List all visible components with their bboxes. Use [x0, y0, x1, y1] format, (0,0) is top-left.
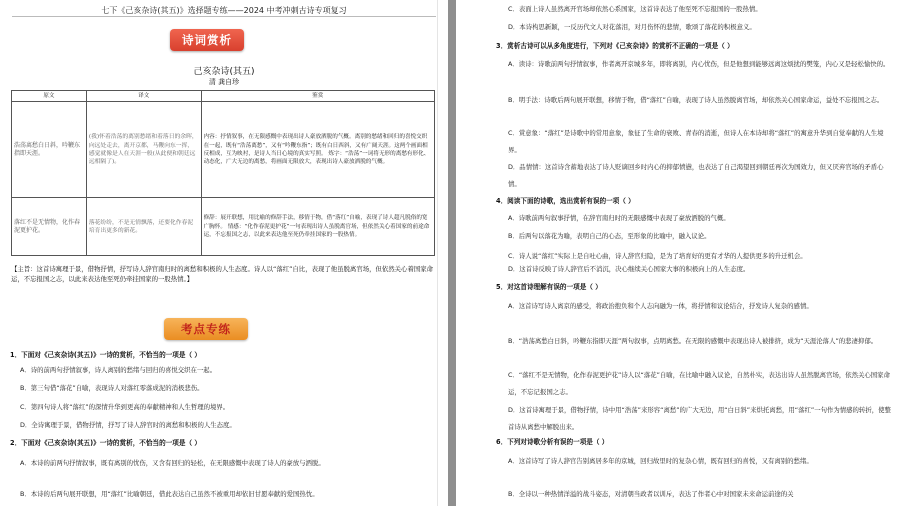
question-option: B．全诗以一种热情洋溢的战斗姿态，对清朝当政者以训斥，表达了作者心中对国家未来命运前途的关: [508, 490, 794, 498]
poem-author: 清 龚自珍: [208, 78, 240, 86]
header-divider: [12, 16, 436, 17]
page-gutter: [448, 0, 456, 506]
poem-title: 己亥杂诗(其五): [193, 67, 255, 77]
question-option: D．品情情：这首诗含蓄地表达了诗人贬谪回乡时内心的抑郁愤懑，也表达了自己渴望回到朝廷再次为国效力，但又厌弃官场的矛盾心情。: [508, 163, 884, 188]
original-text-cell: 浩荡离愁白日斜，吟鞭东指即天涯。: [12, 102, 87, 198]
question-stem: 1．下面对《己亥杂诗(其五)》一诗的赏析，不恰当的一项是（ ）: [10, 351, 201, 359]
question-option: B．第三句借“落花”自喻，表现诗人对落红零落成泥的消极悲伤。: [20, 384, 204, 392]
question-stem: 4．阅读下面的诗歌，选出赏析有误的一项（ ）: [496, 197, 635, 205]
question-option: B．本诗的后两句展开联想，用“落红”比喻朝廷，借此表达自己虽然不被重用却依旧甘愿奉献的爱国热忱。: [20, 490, 319, 498]
table-row: [12, 198, 435, 256]
question-option: D．本诗构思新颖，一反历代文人对花落泪，对月伤怀的悲情，歌颂了落花的积极意义。: [508, 23, 756, 31]
translation-cell: 落花纷纷，不是无情飘落，还要化作春泥培育出更多的新花。: [86, 198, 201, 256]
question-option: A．本诗的前两句抒情叙事，既有离别的忧伤，又含有回归的轻松，在无限感慨中表现了诗人的豪放与洒脱。: [20, 459, 325, 467]
original-text-cell: 落红不是无情物，化作春泥更护花。: [12, 198, 87, 256]
question-option: C．第四句诗人将“落红”的深情升华到更高的奉献精神和人生哲理的境界。: [20, 403, 230, 411]
question-option: D．这首诗寓理于景，借物抒情，诗中用“浩荡”来形容“离愁”的广大无边，用“白日斜”来烘托离愁，用“落红”一句作为情感的转折，使整首诗从离愁中解脱出来。: [508, 406, 891, 431]
question-option: A．诗歌前两句叙事抒情，在辞官南归时的无限感慨中表现了豪放洒脱的气概。: [508, 214, 730, 222]
section-label-poem-appreciation: 诗词赏析: [170, 29, 244, 51]
document-page-right: [456, 0, 900, 506]
question-option: C．“落红不是无情物，化作春泥更护花”诗人以“落花”自喻，在比喻中融入议论，自然朴实，表达出诗人虽然脱离官场，依然关心国家命运，不忘记报国之志。: [508, 371, 890, 396]
table-header-cell: 译文: [86, 91, 201, 102]
table-header-row: [12, 91, 435, 102]
page-header-title: 七下《己亥杂诗(其五)》选择题专练——2024 中考冲刺古诗专项复习: [101, 6, 347, 15]
question-stem: 6．下列对诗歌分析有误的一项是（ ）: [496, 438, 609, 446]
question-option: C．赏意象：“落红”是诗歌中的常用意象，象征了生命的衰败、青春的消逝，但诗人在本诗却将“落红”的寓意升华到自觉奉献的人生境界。: [508, 129, 884, 154]
appreciation-cell: 内容：抒情叙事，在无限感慨中表现出诗人豪放洒脱的气概。离别的愁绪和回归的喜悦交织在一起，既有“浩荡离愁”，又有“吟鞭东指”；既有白日西斜，又有广阔天涯。这两个画面相反相成，互为映衬，是诗人当日心境的真实写照。 炼字：“浩荡”一词将无形的离愁有形化、动态化，广大无边的离愁，将画面无限放大，表现出诗人豪放洒脱的气概。: [201, 102, 434, 198]
question-option: D．全诗寓理于景，借物抒情，抒写了诗人辞官时的离愁和积极的人生态度。: [20, 421, 236, 429]
question-stem: 2．下面对《己亥杂诗(其五)》一诗的赏析，不恰当的一项是（ ）: [10, 439, 201, 447]
section-label-practice: 考点专练: [164, 318, 248, 340]
document-page-left: [0, 0, 448, 506]
question-option: C．表面上诗人虽然离开官场却依然心系国家，这首诗表达了他至死不忘报国的一股热情。: [508, 5, 762, 13]
theme-summary: 【主旨：这首诗寓理于景，借物抒情，抒写诗人辞官南归时的离愁和积极的人生态度。诗人以“落红”自比，表现了他虽脱离官场，但依然关心着国家命运，不忘报国之志，以此来表达他至死仍牵挂国家的一股热情。】: [11, 265, 434, 283]
appreciation-cell: 修辞：展开联想，用比喻的修辞手法，移情于物，借“落红”自喻，表现了诗人超凡脱俗的宽广胸怀。 情感：“化作春泥更护花”一句表现出诗人虽脱离官场，但依然关心着国家的前途命运，不忘报国之志，以此来表达他至死仍牵挂国家的一股热情。: [201, 198, 434, 256]
question-option: B．“浩荡离愁白日斜，吟鞭东指即天涯”两句叙事，点明离愁。在无限的感慨中表现出诗人被排挤，成为“天涯沦落人”的悲凄抑郁。: [508, 337, 878, 345]
question-stem: 3．赏析古诗可以从多角度进行，下列对《己亥杂诗》的赏析不正确的一项是（ ）: [496, 42, 734, 50]
question-option: A．这首诗写诗人离京的感受，将政治抱负和个人志向融为一体，将抒情和议论结合，抒发诗人复杂的感情。: [508, 302, 813, 310]
poem-analysis-table: [11, 90, 435, 256]
question-option: A．诗的前两句抒情叙事，诗人离别的愁绪与回归的喜悦交织在一起。: [20, 366, 217, 374]
question-option: A．读诗：诗歌前两句抒情叙事，作者离开京城多年，即将离别，内心忧伤，但是他想到能够远离这烦扰的樊笼，内心又是轻松愉快的。: [508, 60, 890, 68]
table-header-cell: 原文: [12, 91, 87, 102]
question-option: B．明手法：诗歌后两句展开联想，移情于物，借“落红”自喻，表现了诗人虽然脱离官场，却依然关心国家命运，益处不忘报国之志。: [508, 96, 884, 104]
question-stem: 5．对这首诗理解有误的一项是（ ）: [496, 283, 602, 291]
translation-cell: (我)怀着浩荡的离别愁绪和着落日的余晖，向远处走去，离开京都，马鞭向东一挥，感觉就像是人在天涯一般(从此便和朝廷远远相隔了)。: [86, 102, 201, 198]
question-option: B．后两句以落花为喻，表明自己的心态，至形象的比喻中，融入议论。: [508, 232, 711, 240]
table-header-cell: 鉴赏: [201, 91, 434, 102]
question-option: D．这首诗反映了诗人辞官后不消沉，决心继续关心国家大事的积极向上的人生态度。: [508, 265, 750, 273]
question-option: C．诗人说“落红”实际上是自吐心曲，诗人辞官归隐，是为了培育好的更有才华的人提供更多的升迁机会。: [508, 252, 807, 260]
table-row: [12, 102, 435, 198]
question-option: A．这首诗写了诗人辞官告别离居多年的京城，回归故里时的复杂心情，既有回归的喜悦，又有离别的愁绪。: [508, 457, 813, 465]
